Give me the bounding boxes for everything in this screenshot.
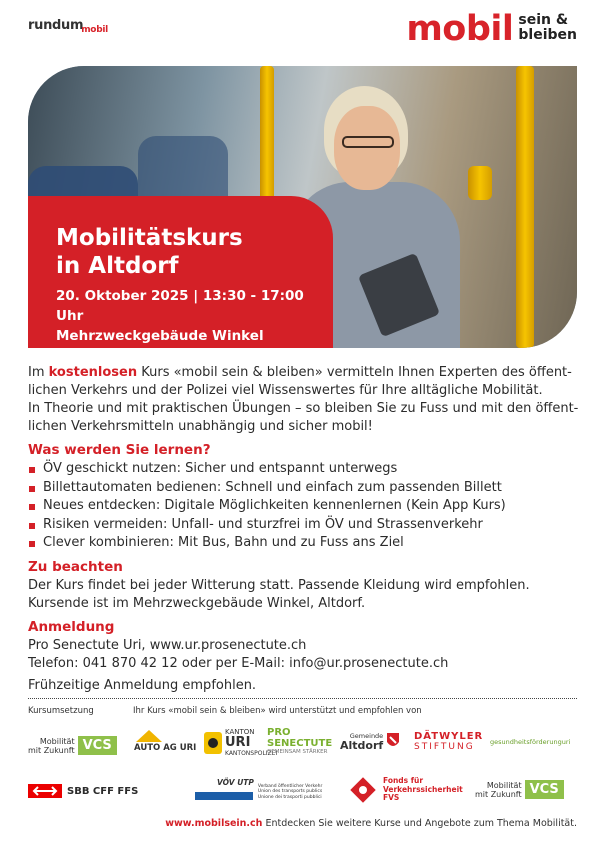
gemeinde-line2: Altdorf	[340, 739, 384, 752]
voev-desc-line2: Union des transports publics	[257, 789, 323, 795]
uri-bull-icon	[204, 732, 222, 754]
intro-highlight: kostenlosen	[48, 365, 138, 380]
sbb-arrow-icon	[28, 784, 62, 798]
fvs-diamond-icon	[348, 775, 378, 805]
sponsor-caption-left: Kursumsetzung	[28, 706, 94, 716]
bus-handle	[468, 166, 492, 200]
pro-line1: PRO	[267, 727, 291, 738]
mobilitaet-text-2	[475, 781, 522, 799]
main-content	[28, 364, 588, 695]
fonds-verkehrssicherheit-logo	[348, 775, 463, 805]
pro-senectute-logo	[267, 728, 332, 755]
notes-heading: Zu beachten	[28, 558, 123, 575]
registration-line3: Frühzeitige Anmeldung empfohlen.	[28, 677, 257, 693]
voev-desc-line1: Verband öffentlicher Verkehr	[257, 783, 323, 789]
voev-mark	[195, 778, 254, 806]
fvs-line3: FVS	[383, 793, 400, 803]
list-item: Neues entdecken: Digitale Möglichkeiten kennenlernen (Kein App Kurs)	[28, 497, 588, 516]
registration-line1: Pro Senectute Uri, www.ur.prosenectute.ch	[28, 637, 307, 653]
mobilitaet-vcs-logo-2	[475, 780, 564, 799]
bus-pole	[516, 66, 534, 348]
kanton-line3: KANTONSPOLIZEI	[225, 750, 278, 757]
list-item: Clever kombinieren: Mit Bus, Bahn und zu Fuss ans Ziel	[28, 534, 588, 553]
rundum-mobil-logo	[28, 18, 108, 33]
course-title-line2: in Altdorf	[56, 253, 179, 279]
voev-desc	[258, 784, 322, 801]
voev-desc-line3: Unione dei trasporti pubblici	[257, 794, 322, 800]
daetwyler-line1: DÄTWYLER	[414, 731, 484, 742]
logo-sub-line2: bleiben	[518, 27, 577, 43]
fvs-line1: Fonds für	[383, 776, 424, 786]
mobil-sein-bleiben-logo	[406, 9, 577, 49]
voev-utp-logo	[195, 778, 322, 806]
logo-main: rundum	[28, 18, 84, 33]
mobilitaet-line1: Mobilität	[39, 736, 75, 746]
footer	[0, 818, 577, 829]
footer-text: Entdecken Sie weitere Kurse und Angebote zum Thema Mobilität.	[262, 818, 577, 829]
divider	[28, 698, 577, 699]
auto-ag-text: AUTO AG URI	[134, 743, 197, 753]
gesundheitsfoerderung-uri-logo	[490, 738, 570, 746]
auto-ag-uri-logo	[134, 728, 196, 753]
vcs-badge-2: VCS	[525, 780, 564, 799]
registration-heading: Anmeldung	[28, 618, 115, 635]
mobilitaet-vcs-logo	[28, 736, 117, 755]
list-item: ÖV geschickt nutzen: Sicher und entspannt unterwegs	[28, 460, 588, 479]
voev-bar-icon	[195, 790, 253, 802]
gemeinde-line1: Gemeinde	[349, 732, 384, 740]
intro-line4: lichen Verkehrsmitteln unabhängig und sicher mobil!	[28, 419, 373, 434]
kanton-line2: URI	[225, 735, 251, 750]
gemeinde-text	[340, 732, 383, 750]
intro-line3: In Theorie und mit praktischen Übungen – so bleiben Sie zu Fuss und mit den öffent-	[28, 401, 579, 416]
intro-text	[28, 364, 588, 436]
intro-line2: lichen Verkehrs und der Polizei viel Wissenswertes für Ihre alltägliche Mobilität.	[28, 383, 543, 398]
logo-sub: mobil	[81, 25, 108, 35]
intro-part2: Kurs «mobil sein & bleiben» vermitteln Ihnen Experten des öffent-	[137, 365, 572, 380]
list-item: Billettautomaten bedienen: Schnell und einfach zum passenden Billett	[28, 479, 588, 498]
intro-part1: Im	[28, 365, 49, 380]
gesundheit-text: gesundheitsförderunguri	[490, 738, 571, 746]
logo-sub-text	[518, 13, 577, 43]
mobilitaet-line2: mit Zukunft	[28, 745, 75, 755]
kanton-line1: KANTON	[225, 728, 255, 736]
auto-ag-icon	[134, 728, 164, 744]
registration-line2: Telefon: 041 870 42 12 oder per E-Mail: info@ur.prosenectute.ch	[28, 655, 449, 671]
course-title-line1: Mobilitätskurs	[56, 225, 243, 251]
pro-line3: GEMEINSAM STÄRKER	[267, 749, 328, 755]
sponsor-caption-right: Ihr Kurs «mobil sein & bleiben» wird unterstützt und empfohlen von	[133, 706, 422, 716]
mobilitaet-line2-2: mit Zukunft	[475, 789, 522, 799]
altdorf-crest-icon	[386, 732, 400, 750]
course-location: Mehrzweckgebäude Winkel	[56, 328, 264, 344]
person-face	[334, 106, 400, 190]
sbb-logo	[28, 784, 138, 798]
course-date-time: 20. Oktober 2025 | 13:30 - 17:00 Uhr	[56, 288, 304, 324]
hero-banner	[28, 66, 577, 348]
gemeinde-altdorf-logo	[340, 732, 400, 750]
pro-line2: SENECTUTE	[267, 738, 333, 749]
glasses	[342, 136, 394, 148]
course-title-box	[28, 196, 333, 348]
notes-line1: Der Kurs findet bei jeder Witterung statt. Passende Kleidung wird empfohlen.	[28, 577, 530, 593]
daetwyler-stiftung-logo	[414, 731, 483, 752]
daetwyler-line2: STIFTUNG	[414, 742, 475, 752]
mobilitaet-line1-2: Mobilität	[486, 780, 522, 790]
mobilitaet-text	[28, 737, 75, 755]
fvs-line2: Verkehrssicherheit	[383, 784, 463, 794]
learn-heading: Was werden Sie lernen?	[28, 442, 211, 458]
fvs-text	[383, 777, 463, 803]
list-item: Risiken vermeiden: Unfall- und sturzfrei im ÖV und Strassenverkehr	[28, 516, 588, 535]
notes-line2: Kursende ist im Mehrzweckgebäude Winkel, Altdorf.	[28, 595, 366, 611]
logo-mobil: mobil	[406, 9, 514, 49]
sbb-text: SBB CFF FFS	[67, 785, 139, 797]
vcs-badge: VCS	[78, 736, 117, 755]
website-link[interactable]: www.mobilsein.ch	[165, 818, 263, 829]
voev-text: VÖV UTP	[217, 778, 254, 787]
learn-list	[28, 460, 588, 553]
logo-sub-line1: sein &	[518, 12, 569, 28]
